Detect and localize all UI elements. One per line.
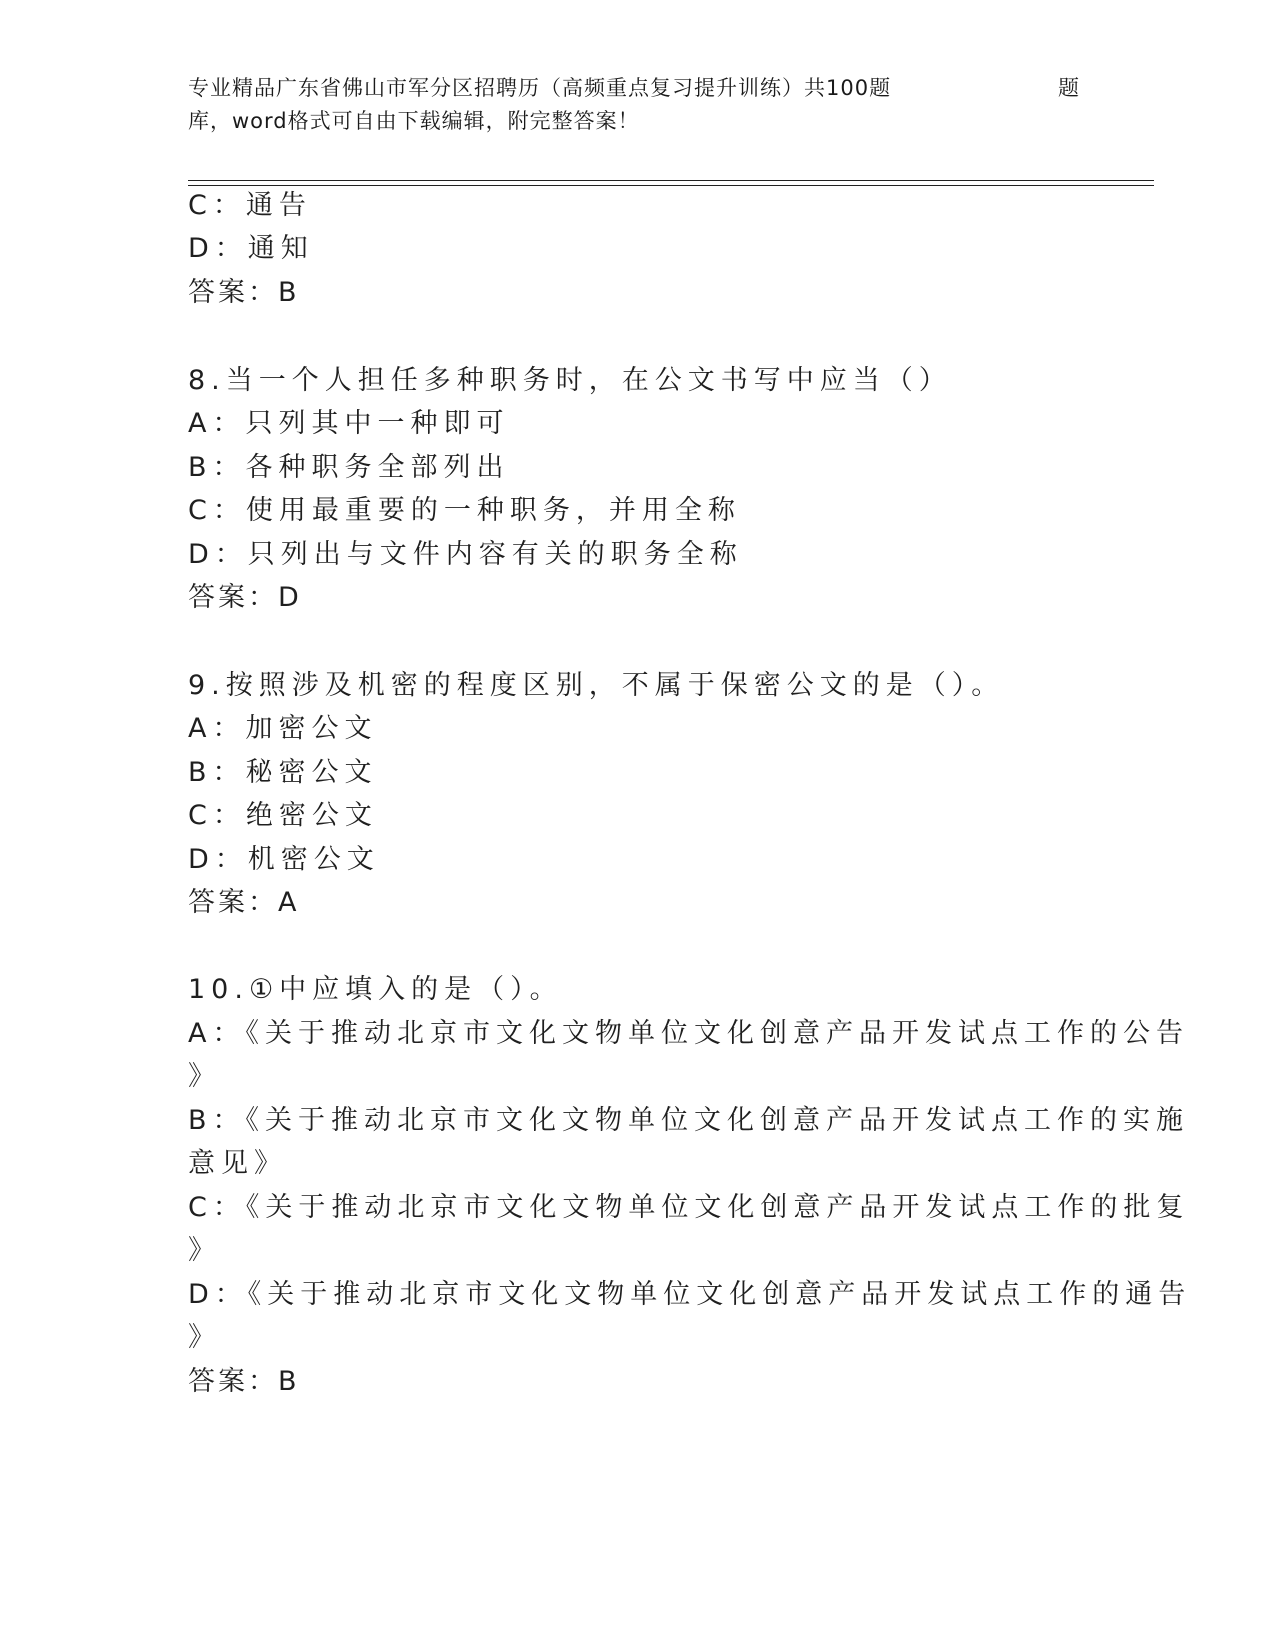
q10-option-d: D：《关于推动北京市文化文物单位文化创意产品开发试点工作的通告 [188,1279,1192,1310]
q8-option-c: C：使用最重要的一种职务，并用全称 [188,495,741,526]
q10-option-c: C：《关于推动北京市文化文物单位文化创意产品开发试点工作的批复 [188,1192,1190,1223]
q8-option-d: D：只列出与文件内容有关的职务全称 [188,539,743,570]
answer-line: 答案：B [188,277,300,308]
q8-option-a: A：只列其中一种即可 [188,408,510,439]
q9-answer: 答案：A [188,887,300,918]
q9-option-c: C：绝密公文 [188,800,378,831]
header-line-2: 库，word格式可自由下载编辑，附完整答案！ [188,109,640,133]
header-wrap-char: 题 [1058,76,1080,100]
option-d: D：通知 [188,233,314,264]
header-rule-top [188,180,1154,181]
q8-option-b: B：各种职务全部列出 [188,452,510,483]
question-9: 9.按照涉及机密的程度区别，不属于保密公文的是（）。 [188,670,1005,701]
q10-option-a: A：《关于推动北京市文化文物单位文化创意产品开发试点工作的公告 [188,1018,1189,1049]
q10-option-a-cont: 》 [188,1061,221,1092]
q10-answer: 答案：B [188,1366,300,1397]
header-title-text: 专业精品广东省佛山市军分区招聘历（高频重点复习提升训练）共100题 [188,76,892,100]
q9-option-a: A：加密公文 [188,713,378,744]
q10-option-d-cont: 》 [188,1322,221,1353]
header-line-1 [188,72,1088,105]
q10-option-c-cont: 》 [188,1235,221,1266]
question-10: 10.①中应填入的是（）。 [188,974,563,1005]
header-rule-bottom [188,185,1154,186]
q8-answer: 答案：D [188,582,302,613]
option-c: C：通告 [188,190,312,221]
question-8: 8.当一个人担任多种职务时，在公文书写中应当（） [188,365,952,396]
page-header [188,72,1088,138]
q9-option-d: D：机密公文 [188,844,380,875]
q10-option-b: B：《关于推动北京市文化文物单位文化创意产品开发试点工作的实施 [188,1105,1190,1136]
q9-option-b: B：秘密公文 [188,757,378,788]
q10-option-b-cont: 意见》 [188,1148,287,1179]
